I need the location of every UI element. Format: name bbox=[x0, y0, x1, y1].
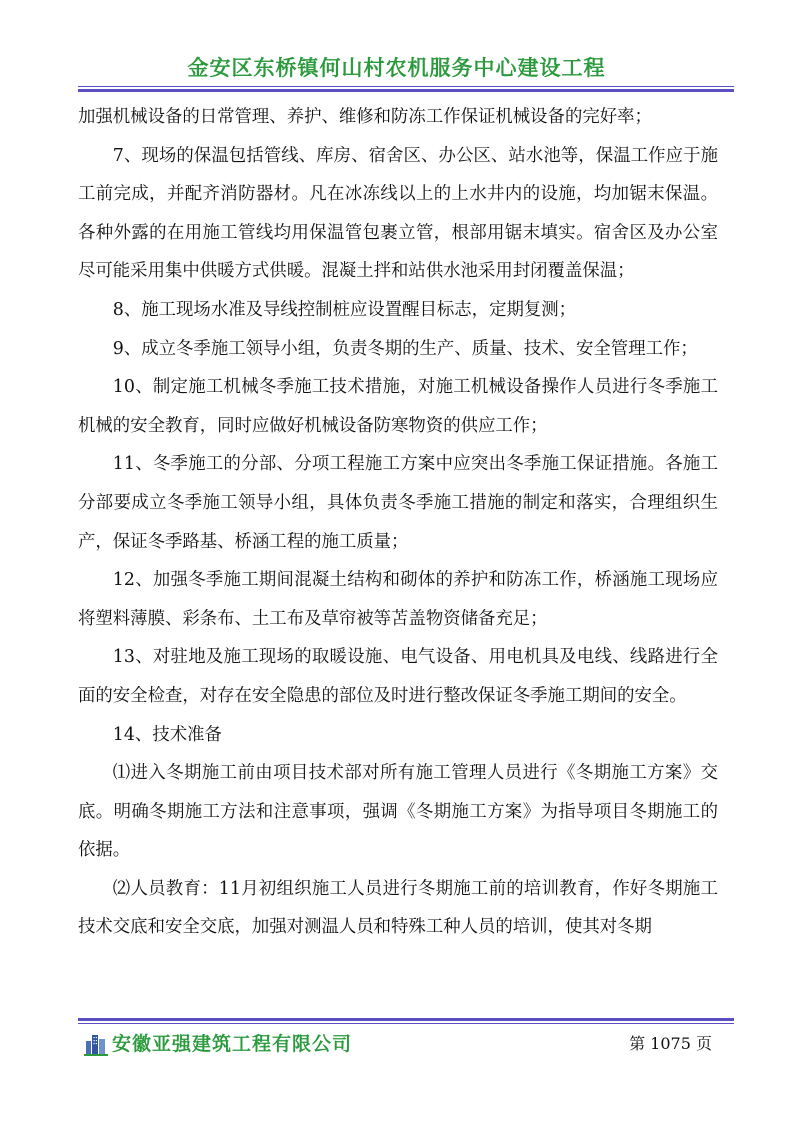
company-name: 安徽亚强建筑工程有限公司 bbox=[112, 1033, 353, 1055]
paragraph: 加强机械设备的日常管理、养护、维修和防冻工作保证机械设备的完好率； bbox=[78, 107, 652, 127]
paragraph: ⑵人员教育：11月初组织施工人员进行冬期施工前的培训教育，作好冬期施工技术交底和安全交底，加强对测温人员和特殊工种人员的培训，使其对冬期 bbox=[78, 878, 718, 938]
paragraph: 13、对驻地及施工现场的取暖设施、电气设备、用电机具及电线、线路进行全面的安全检查，对存在安全隐患的部位及时进行整改保证冬季施工期间的安全。 bbox=[78, 647, 718, 706]
paragraph: 8、施工现场水准及导线控制桩应设置醒目标志，定期复测； bbox=[112, 299, 577, 320]
paragraph: 14、技术准备 bbox=[112, 724, 222, 745]
paragraph: 10、制定施工机械冬季施工技术措施，对施工机械设备操作人员进行冬季施工机械的安全教育，同时应做好机械设备防寒物资的供应工作； bbox=[78, 377, 718, 436]
paragraph: 7、现场的保温包括管线、库房、宿舍区、办公区、站水池等，保温工作应于施工前完成，并配齐消防器材。凡在冰冻线以上的上水井内的设施，均加锯末保温。各种外露的在用施工管线均用保温管包裹立管，根部用锯末填实。宿舍区及办公室尽可能采用集中供暖方式供暖。混凝土拌和站供水池采用封闭覆盖保温； bbox=[78, 145, 718, 282]
document-title: 金安区东桥镇何山村农机服务中心建设工程 bbox=[187, 56, 606, 80]
document-body bbox=[78, 98, 718, 947]
header-rule-thin bbox=[78, 86, 734, 87]
paragraph: 11、冬季施工的分部、分项工程施工方案中应突出冬季施工保证措施。各施工分部要成立冬季施工领导小组，具体负责冬季施工措施的制定和落实，合理组织生产，保证冬季路基、桥涵工程的施工质量； bbox=[78, 454, 718, 552]
page-number: 第 1075 页 bbox=[629, 1034, 712, 1053]
paragraph: ⑴进入冬期施工前由项目技术部对所有施工管理人员进行《冬期施工方案》交底。明确冬期施工方法和注意事项，强调《冬期施工方案》为指导项目冬期施工的依据。 bbox=[78, 763, 718, 861]
paragraph: 9、成立冬季施工领导小组，负责冬期的生产、质量、技术、安全管理工作； bbox=[112, 338, 698, 359]
building-logo-icon bbox=[84, 1032, 108, 1056]
footer-rule-thick bbox=[78, 1018, 734, 1021]
header-rule-thick bbox=[78, 89, 734, 92]
paragraph: 12、加强冬季施工期间混凝土结构和砌体的养护和防冻工作，桥涵施工现场应将塑料薄膜、彩条布、土工布及草帘被等苫盖物资储备充足； bbox=[78, 570, 718, 629]
footer-rule-thin bbox=[78, 1023, 734, 1024]
